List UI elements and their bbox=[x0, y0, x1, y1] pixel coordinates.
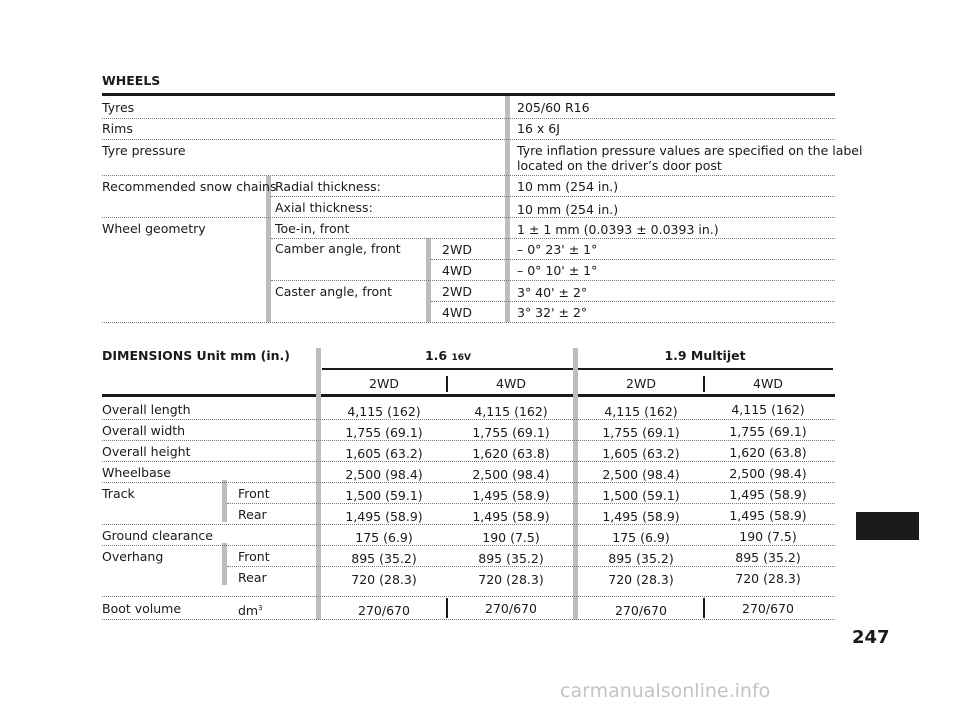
row-divider bbox=[102, 545, 835, 546]
ground-clearance-label: Ground clearance bbox=[102, 528, 213, 543]
cell-1-6-2wd-overhang-rear: 720 (28.3) bbox=[351, 572, 417, 587]
row-divider bbox=[102, 419, 835, 420]
track-sub-divider bbox=[222, 480, 227, 522]
rims-label: Rims bbox=[102, 121, 133, 136]
row-divider bbox=[102, 461, 835, 462]
engine-1-6-main: 1.6 bbox=[424, 348, 448, 363]
cell-1-9-4wd-width: 1,755 (69.1) bbox=[729, 424, 807, 439]
wheels-value-divider bbox=[505, 96, 510, 322]
cell-1-6-4wd-overhang-rear: 720 (28.3) bbox=[478, 572, 544, 587]
cell-1-9-4wd-track-rear: 1,495 (58.9) bbox=[729, 508, 807, 523]
cell-1-6-4wd-width: 1,755 (69.1) bbox=[472, 425, 550, 440]
wheels-top-rule bbox=[102, 93, 835, 96]
caster-2wd-value: 3° 40' ± 2° bbox=[517, 285, 588, 300]
cell-1-9-2wd-wheelbase: 2,500 (98.4) bbox=[602, 467, 680, 482]
toe-in-value: 1 ± 1 mm (0.0393 ± 0.0393 in.) bbox=[517, 222, 719, 237]
cell-1-6-4wd-length: 4,115 (162) bbox=[474, 404, 548, 419]
column-tick bbox=[703, 376, 705, 392]
camber-4wd-value: – 0° 10' ± 1° bbox=[517, 263, 598, 278]
caster-4wd-value: 3° 32' ± 2° bbox=[517, 305, 588, 320]
camber-2wd-label: 2WD bbox=[442, 242, 472, 257]
wheels-title: WHEELS bbox=[102, 73, 161, 88]
camber-4wd-label: 4WD bbox=[442, 263, 472, 278]
boot-volume-unit bbox=[238, 601, 263, 618]
cell-1-9-4wd-wheelbase: 2,500 (98.4) bbox=[729, 466, 807, 481]
wheels-sub-divider bbox=[266, 176, 271, 322]
pressure-label: Tyre pressure bbox=[102, 143, 186, 158]
cell-1-6-2wd-clearance: 175 (6.9) bbox=[355, 530, 413, 545]
overhang-sub-divider bbox=[222, 543, 227, 585]
rims-value: 16 x 6J bbox=[517, 121, 560, 136]
dimensions-header-rule bbox=[102, 394, 835, 397]
cell-1-9-2wd-boot: 270/670 bbox=[615, 603, 667, 618]
camber-label: Camber angle, front bbox=[275, 241, 401, 256]
cell-1-9-4wd-boot: 270/670 bbox=[742, 601, 794, 616]
cell-1-9-4wd-overhang-rear: 720 (28.3) bbox=[735, 571, 801, 586]
col-1-6-4wd: 4WD bbox=[496, 376, 526, 391]
cell-1-9-4wd-height: 1,620 (63.8) bbox=[729, 445, 807, 460]
row-divider bbox=[271, 238, 835, 239]
caster-4wd-label: 4WD bbox=[442, 305, 472, 320]
page-number: 247 bbox=[852, 627, 890, 648]
axial-thickness-label: Axial thickness: bbox=[275, 200, 373, 215]
track-label: Track bbox=[102, 486, 135, 501]
boot-unit-exponent: 3 bbox=[258, 604, 263, 612]
caster-label: Caster angle, front bbox=[275, 284, 392, 299]
row-divider bbox=[102, 118, 835, 119]
track-rear-label: Rear bbox=[238, 507, 267, 522]
cell-1-6-2wd-width: 1,755 (69.1) bbox=[345, 425, 423, 440]
row-divider bbox=[227, 566, 835, 567]
cell-1-9-2wd-track-rear: 1,495 (58.9) bbox=[602, 509, 680, 524]
cell-1-6-2wd-boot: 270/670 bbox=[358, 603, 410, 618]
row-divider bbox=[102, 322, 835, 323]
overall-length-label: Overall length bbox=[102, 402, 191, 417]
row-divider bbox=[102, 524, 835, 525]
overhang-rear-label: Rear bbox=[238, 570, 267, 585]
cell-1-6-4wd-boot: 270/670 bbox=[485, 601, 537, 616]
cell-1-6-2wd-length: 4,115 (162) bbox=[347, 404, 421, 419]
row-divider bbox=[102, 139, 835, 140]
engine-1-9-header: 1.9 Multijet bbox=[664, 348, 746, 363]
cell-1-6-2wd-overhang-front: 895 (35.2) bbox=[351, 551, 417, 566]
axial-thickness-value: 10 mm (254 in.) bbox=[517, 202, 619, 217]
cell-1-9-2wd-length: 4,115 (162) bbox=[604, 404, 678, 419]
overhang-front-label: Front bbox=[238, 549, 270, 564]
row-divider bbox=[102, 217, 835, 218]
pressure-value-line2: located on the driver’s door post bbox=[517, 158, 722, 173]
row-divider bbox=[271, 196, 835, 197]
column-tick bbox=[446, 376, 448, 392]
pressure-value-line1: Tyre inflation pressure values are specified on the label bbox=[517, 143, 863, 158]
cell-1-9-4wd-overhang-front: 895 (35.2) bbox=[735, 550, 801, 565]
watermark: carmanualsonline.info bbox=[560, 680, 771, 702]
toe-in-label: Toe-in, front bbox=[275, 221, 350, 236]
cell-1-6-2wd-wheelbase: 2,500 (98.4) bbox=[345, 467, 423, 482]
overall-width-label: Overall width bbox=[102, 423, 186, 438]
cell-1-9-4wd-clearance: 190 (7.5) bbox=[739, 529, 797, 544]
cell-1-9-4wd-track-front: 1,495 (58.9) bbox=[729, 487, 807, 502]
cell-1-6-4wd-clearance: 190 (7.5) bbox=[482, 530, 540, 545]
cell-1-6-4wd-track-rear: 1,495 (58.9) bbox=[472, 509, 550, 524]
cell-1-6-2wd-track-front: 1,500 (59.1) bbox=[345, 488, 423, 503]
tyres-value: 205/60 R16 bbox=[517, 100, 590, 115]
cell-1-6-4wd-height: 1,620 (63.8) bbox=[472, 446, 550, 461]
dimensions-label-divider bbox=[316, 348, 321, 620]
cell-1-9-2wd-overhang-front: 895 (35.2) bbox=[608, 551, 674, 566]
camber-2wd-value: – 0° 23' ± 1° bbox=[517, 242, 598, 257]
cell-1-9-2wd-clearance: 175 (6.9) bbox=[612, 530, 670, 545]
cell-1-9-2wd-track-front: 1,500 (59.1) bbox=[602, 488, 680, 503]
radial-thickness-value: 10 mm (254 in.) bbox=[517, 179, 619, 194]
cell-1-6-4wd-wheelbase: 2,500 (98.4) bbox=[472, 467, 550, 482]
engine-1-6-sub: 16V bbox=[451, 353, 471, 363]
cell-1-9-2wd-width: 1,755 (69.1) bbox=[602, 425, 680, 440]
row-divider bbox=[102, 596, 835, 597]
boot-unit-text: dm bbox=[238, 603, 259, 619]
row-divider bbox=[431, 259, 835, 260]
wheelbase-label: Wheelbase bbox=[102, 465, 171, 480]
row-divider bbox=[102, 175, 835, 176]
col-1-9-2wd: 2WD bbox=[626, 376, 656, 391]
row-divider bbox=[271, 280, 835, 281]
row-divider bbox=[431, 301, 835, 302]
cell-1-9-2wd-height: 1,605 (63.2) bbox=[602, 446, 680, 461]
track-front-label: Front bbox=[238, 486, 270, 501]
row-divider bbox=[102, 619, 835, 620]
engine-1-6-header bbox=[322, 348, 574, 366]
dimensions-title: DIMENSIONS Unit mm (in.) bbox=[102, 348, 290, 363]
radial-thickness-label: Radial thickness: bbox=[275, 179, 381, 194]
col-1-9-4wd: 4WD bbox=[753, 376, 783, 391]
row-divider bbox=[102, 440, 835, 441]
cell-1-6-2wd-height: 1,605 (63.2) bbox=[345, 446, 423, 461]
section-tab bbox=[856, 512, 919, 540]
row-divider bbox=[102, 482, 835, 483]
overhang-label: Overhang bbox=[102, 549, 164, 564]
wheel-geometry-label: Wheel geometry bbox=[102, 221, 206, 236]
snow-chains-label: Recommended snow chains bbox=[102, 179, 277, 194]
cell-1-6-4wd-track-front: 1,495 (58.9) bbox=[472, 488, 550, 503]
overall-height-label: Overall height bbox=[102, 444, 191, 459]
tyres-label: Tyres bbox=[102, 100, 135, 115]
cell-1-9-2wd-overhang-rear: 720 (28.3) bbox=[608, 572, 674, 587]
cell-1-6-4wd-overhang-front: 895 (35.2) bbox=[478, 551, 544, 566]
boot-volume-label: Boot volume bbox=[102, 601, 182, 616]
cell-1-6-2wd-track-rear: 1,495 (58.9) bbox=[345, 509, 423, 524]
col-1-6-2wd: 2WD bbox=[369, 376, 399, 391]
cell-1-9-4wd-length: 4,115 (162) bbox=[731, 402, 805, 417]
row-divider bbox=[227, 503, 835, 504]
caster-2wd-label: 2WD bbox=[442, 284, 472, 299]
